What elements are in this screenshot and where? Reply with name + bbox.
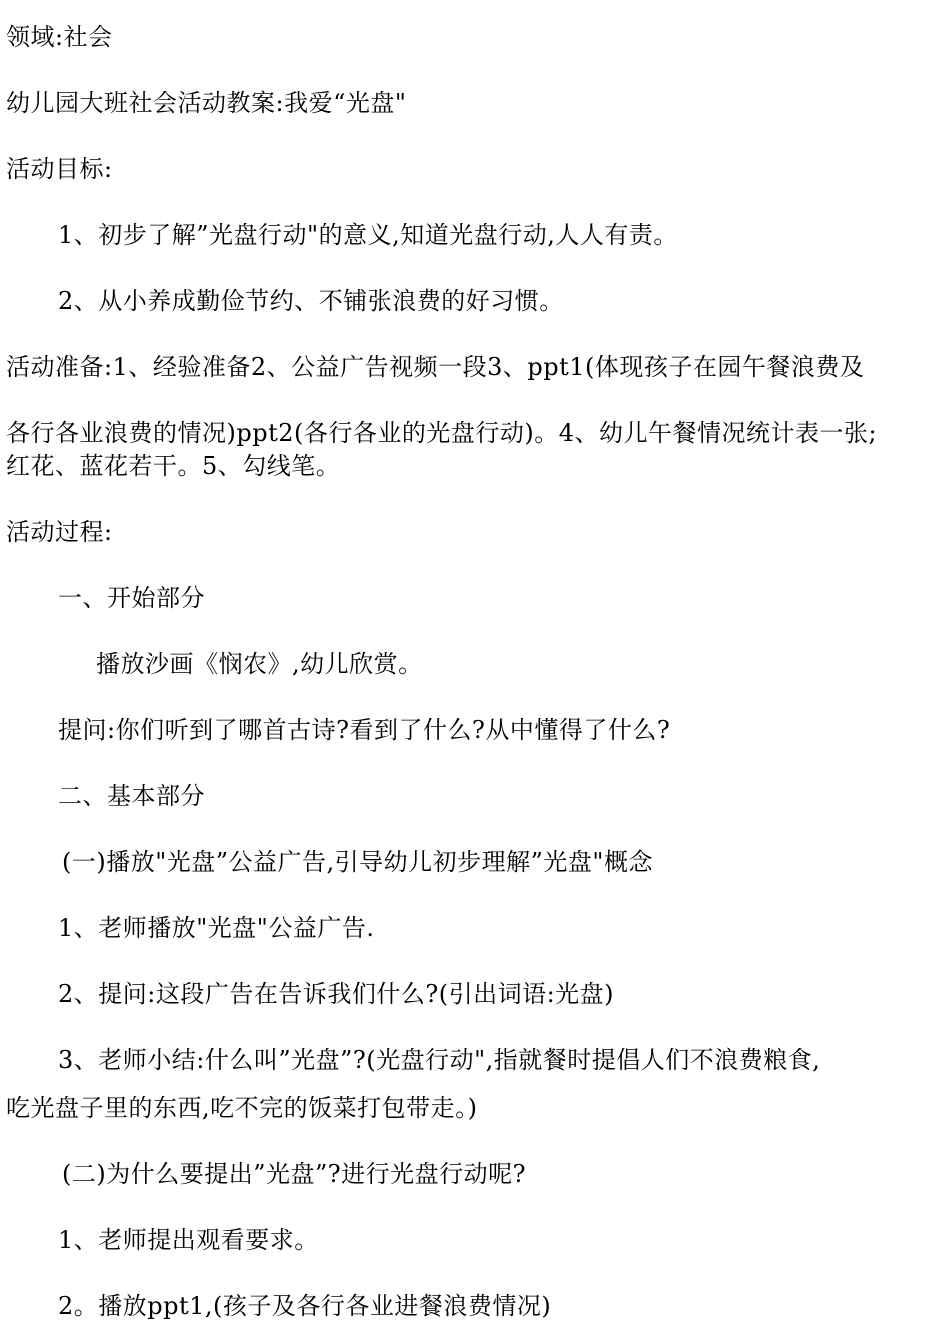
step-item: 2。播放ppt1,(孩子及各行各业进餐浪费情况) [58, 1292, 552, 1320]
preparation-line-3: 红花、蓝花若干。5、勾线笔。 [6, 452, 341, 480]
step-item: 3、老师小结:什么叫”光盘”?(光盘行动",指就餐时提倡人们不浪费粮食, [58, 1046, 821, 1074]
lesson-title: 幼儿园大班社会活动教案:我爱“光盘" [6, 89, 407, 117]
step-item: 1、老师提出观看要求。 [58, 1226, 319, 1254]
goal-item-1: 1、初步了解”光盘行动"的意义,知道光盘行动,人人有责。 [58, 221, 678, 249]
paragraph: 提问:你们听到了哪首古诗?看到了什么?从中懂得了什么? [58, 716, 671, 744]
subsection-heading-2: (二)为什么要提出”光盘”?进行光盘行动呢? [62, 1160, 526, 1188]
part-heading-start: 一、开始部分 [58, 584, 205, 612]
preparation-line-1: 活动准备:1、经验准备2、公益广告视频一段3、ppt1(体现孩子在园午餐浪费及 [6, 353, 865, 381]
preparation-line-2: 各行各业浪费的情况)ppt2(各行各业的光盘行动)。4、幼儿午餐情况统计表一张; [6, 419, 878, 447]
step-item-continued: 吃光盘子里的东西,吃不完的饭菜打包带走。) [6, 1094, 478, 1122]
subsection-heading-1: (一)播放"光盘”公益广告,引导幼儿初步理解”光盘"概念 [62, 848, 653, 876]
section-heading-goals: 活动目标: [6, 155, 113, 183]
section-heading-process: 活动过程: [6, 518, 113, 546]
step-item: 2、提问:这段广告在告诉我们什么?(引出词语:光盘) [58, 980, 615, 1008]
part-heading-basic: 二、基本部分 [58, 782, 205, 810]
domain-line: 领域:社会 [6, 23, 113, 51]
step-item: 1、老师播放"光盘"公益广告. [58, 914, 375, 942]
paragraph: 播放沙画《悯农》,幼儿欣赏。 [96, 650, 423, 678]
goal-item-2: 2、从小养成勤俭节约、不铺张浪费的好习惯。 [58, 287, 564, 315]
